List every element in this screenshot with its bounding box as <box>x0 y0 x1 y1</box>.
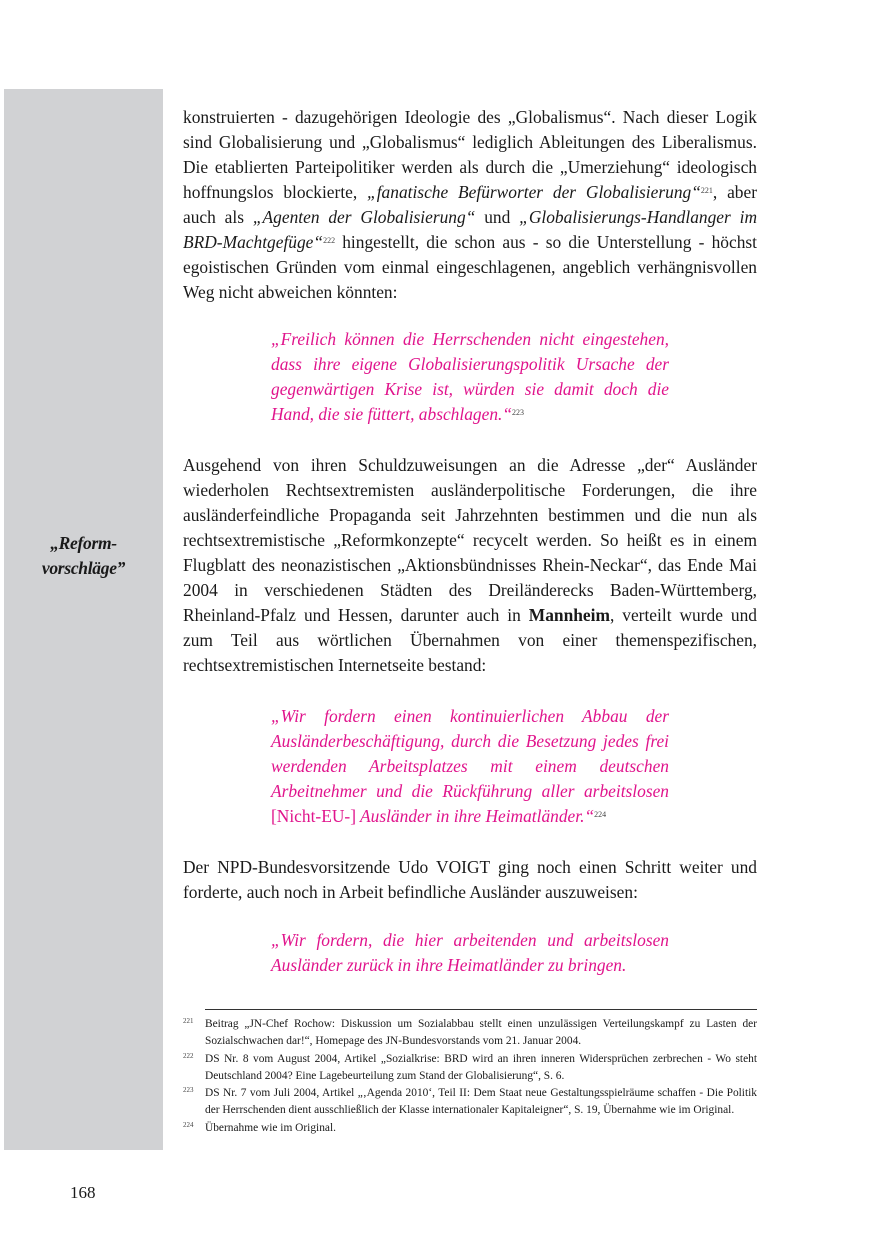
footnote-text: DS Nr. 7 vom Juli 2004, Artikel „‚Agenda 2010‘, Teil II: Dem Staat neue Gestaltungsspielräume schaffen - Die Politik der Herrschenden dient ausschließlich der Klasse internationaler Kapitaleigner“, S. 19, Übernahme wie im Original. <box>205 1087 757 1117</box>
paragraph-2-text-a: Ausgehend von ihren Schuldzuweisungen an die Adresse „der“ Ausländer wiederholen Rechtsextremisten ausländerpolitische Forderungen, die ihre ausländerfeindliche Propaganda seit Jahrzehnten bestimmen und die nun als rechtsextremistische „Reformkonzepte“ recycelt werden. So heißt es in einem Flugblatt des neonazistischen „Aktionsbündnisses Rhein-Neckar“, das Ende Mai 2004 in verschiedenen Städten des Dreiländerecks Baden-Württemberg, Rheinland-Pfalz und Hessen, darunter auch in <box>183 455 757 625</box>
footnote-223 <box>183 1085 757 1120</box>
main-text <box>183 105 757 978</box>
paragraph-1-text-b: , aber auch als <box>183 182 757 227</box>
margin-note-line-2: vorschläge” <box>41 558 126 578</box>
paragraph-2-text-b: , verteilt wurde und zum Teil aus wörtlichen Übernahmen von einer themenspezifischen, rechtsextremistischen Internetseite bestand: <box>183 605 758 675</box>
footnote-text: DS Nr. 8 vom August 2004, Artikel „Sozialkrise: BRD wird an ihren inneren Widersprüchen zerbrechen - Wo steht Deutschland 2004? Eine Lagebeurteilung zum Stand der Globalisierung“, S. 6. <box>205 1052 757 1082</box>
footnote-rule <box>205 1009 757 1010</box>
page-number: 168 <box>70 1183 96 1202</box>
block-quote-2 <box>271 704 669 829</box>
block-quote-2-text-b: Ausländer in ihre Heimatländer.“ <box>355 806 595 826</box>
footnote-ref-224: 224 <box>594 810 607 819</box>
block-quote-2-insertion: [Nicht-EU-] <box>271 806 356 826</box>
margin-sidebar <box>4 89 163 1150</box>
footnotes <box>183 1009 757 1137</box>
paragraph-2-place: Mannheim <box>528 605 610 625</box>
paragraph-2 <box>183 453 757 678</box>
paragraph-1-quote-b: „Agenten der Globalisierung“ <box>252 207 476 227</box>
block-quote-2-text-a: „Wir fordern einen kontinuierlichen Abbau der Ausländerbeschäftigung, durch die Besetzung jedes frei werdenden Arbeitsplatzes mit einem deutschen Arbeitnehmer und die Rückführung aller arbeitslosen <box>271 706 669 801</box>
paragraph-3: Der NPD-Bundesvorsitzende Udo VOIGT ging noch einen Schritt weiter und forderte, auch noch in Arbeit befindliche Ausländer auszuweisen: <box>183 857 757 902</box>
footnote-number: 223 <box>183 1086 194 1095</box>
footnote-222 <box>183 1051 757 1086</box>
footnote-ref-221: 221 <box>700 186 713 195</box>
footnote-number: 222 <box>183 1051 194 1060</box>
footnote-ref-222: 222 <box>323 236 336 245</box>
footnote-number: 224 <box>183 1120 194 1129</box>
paragraph-1-text-c: und <box>475 207 520 227</box>
paragraph-1 <box>183 105 757 305</box>
footnote-text: Übernahme wie im Original. <box>205 1121 336 1134</box>
block-quote-3: „Wir fordern, die hier arbeitenden und arbeitslosen Ausländer zurück in ihre Heimatländer zu bringen. <box>271 930 669 975</box>
footnote-number: 221 <box>183 1017 194 1025</box>
footnote-ref-223: 223 <box>512 408 525 417</box>
paragraph-1-text-d: hingestellt, die schon aus - so die Unterstellung - höchst egoistischen Gründen vom einmal eingeschlagenen, angeblich verhängnisvollen Weg nicht abweichen könnten: <box>183 232 757 302</box>
margin-note <box>4 531 163 581</box>
paragraph-1-text-a: konstruierten - dazugehörigen Ideologie des „Globalismus“. Nach dieser Logik sind Globalisierung und „Globalismus“ lediglich Ableitungen des Liberalismus. Die etablierten Parteipolitiker werden als durch die „Umerziehung“ ideologisch hoffnungslos blockierte, <box>183 107 757 202</box>
block-quote-1-text: „Freilich können die Herrschenden nicht eingestehen, dass ihre eigene Globalisierungspolitik Ursache der gegenwärtigen Krise ist, würden sie damit doch die Hand, die sie füttert, abschlagen.“ <box>271 329 669 424</box>
paragraph-1-quote-a: „fanatische Befürworter der Globalisierung“ <box>367 182 701 202</box>
footnote-text: Beitrag „JN-Chef Rochow: Diskussion um Sozialabbau stellt einen unzulässigen Verteilungskampf zu Lasten der Sozialschwachen dar!“, Homepage des JN-Bundesvorstands vom 21. Januar 2004. <box>205 1018 757 1048</box>
footnote-221 <box>183 1016 757 1051</box>
footnote-224 <box>183 1120 757 1137</box>
paragraph-1-quote-c: „Globalisierungs-Handlanger im BRD-Machtgefüge“ <box>183 207 758 252</box>
margin-note-line-1: „Reform- <box>50 533 117 553</box>
block-quote-1 <box>271 327 669 427</box>
